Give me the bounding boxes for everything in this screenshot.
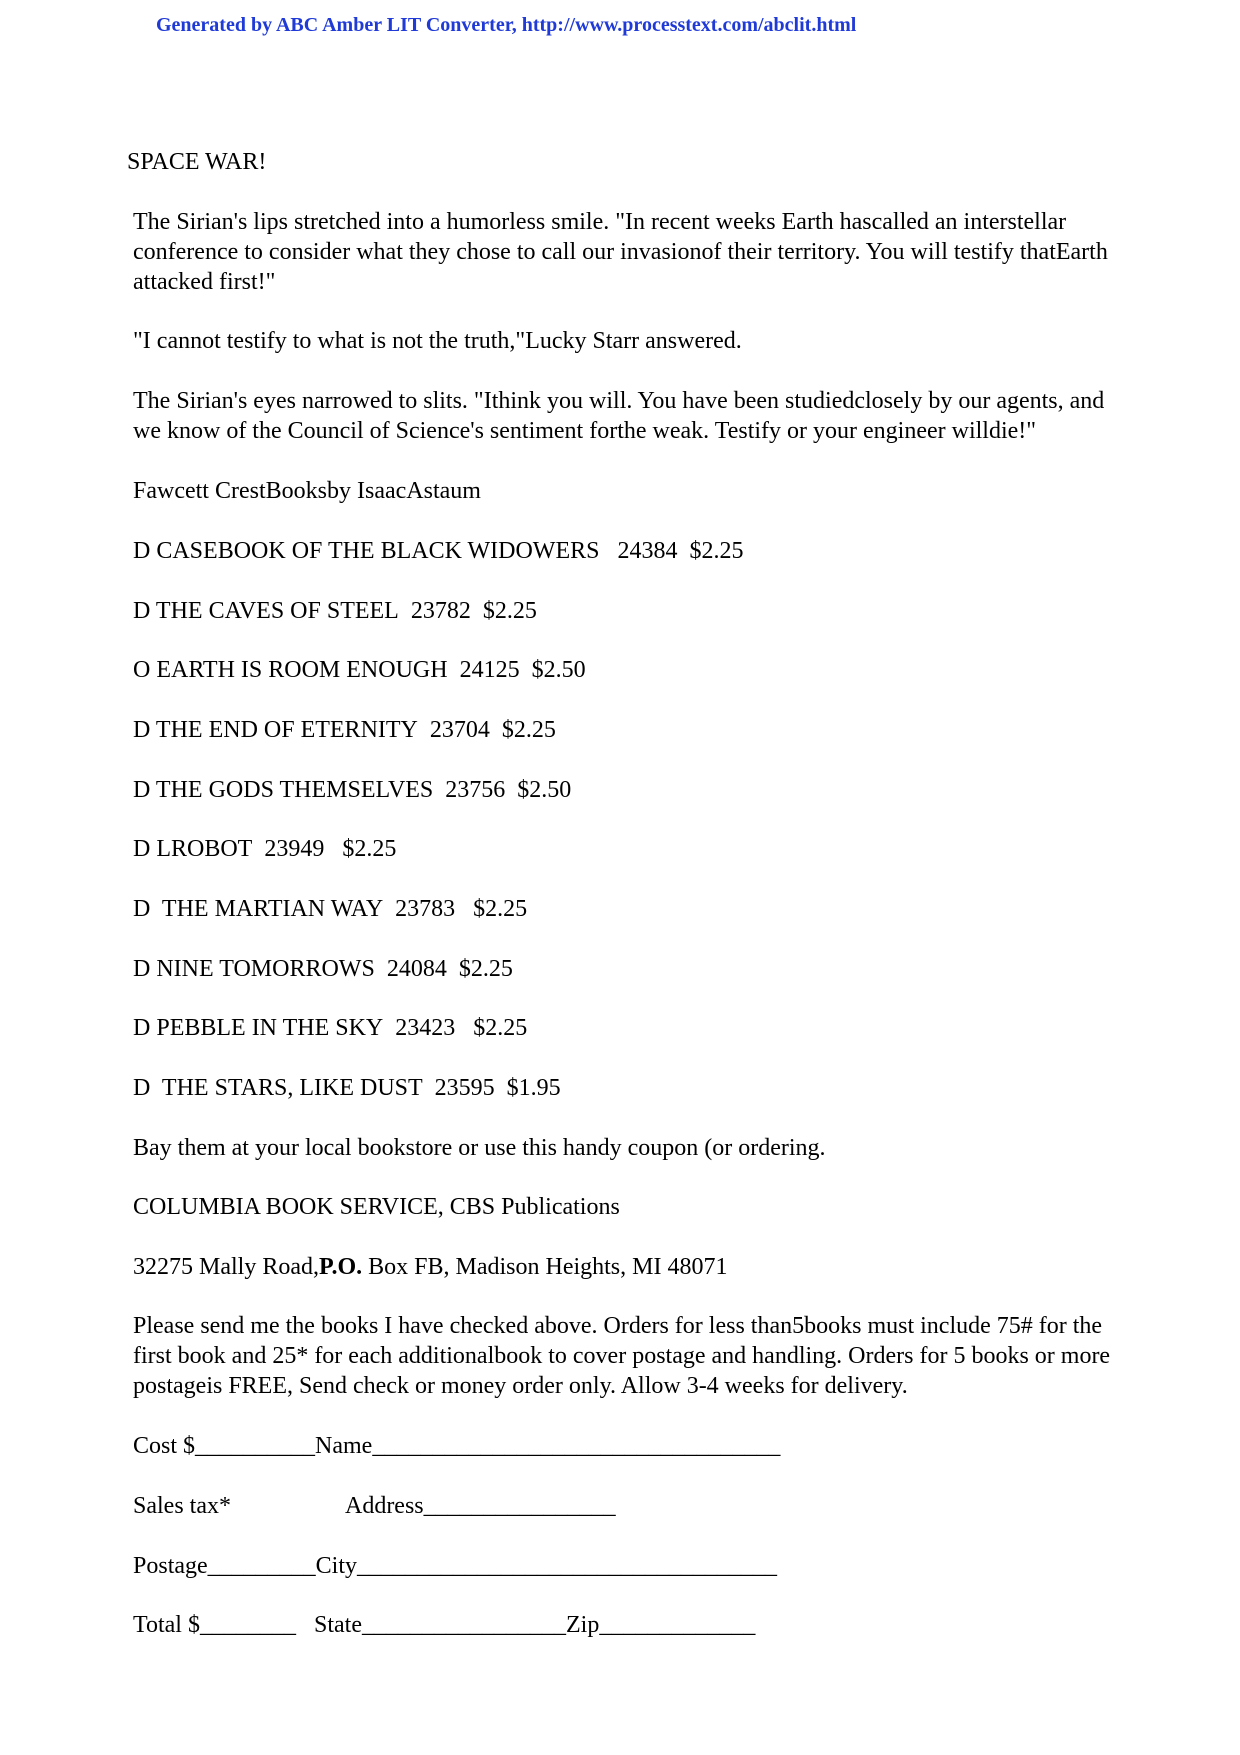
zip-field[interactable]: Zip_____________: [565, 1612, 756, 1638]
name-field[interactable]: Name__________________________________: [315, 1433, 781, 1459]
sales-tax-field[interactable]: Sales tax*: [133, 1493, 231, 1519]
book-mark: O: [133, 657, 151, 683]
postage-field[interactable]: Postage_________: [133, 1553, 316, 1579]
book-number: 23423: [395, 1015, 456, 1041]
book-price: $2.50: [517, 777, 572, 803]
book-price: $2.25: [458, 956, 513, 982]
address-po: P.O.: [319, 1254, 363, 1280]
book-title: THE MARTIAN WAY: [161, 896, 384, 922]
form-row-total: [127, 1610, 755, 1640]
book-price: $2.25: [482, 598, 537, 624]
book-item: [127, 596, 537, 626]
order-paragraph: Please send me the books I have checked above. Orders for less than5books must include 75# for the first book and 25* for each additionalbook to cover postage and handling. Orders for 5 books or more postageis FREE, Send check or money order only. Allow 3-4 weeks for delivery.: [133, 1313, 1111, 1399]
book-title: LROBOT: [156, 836, 253, 862]
book-price: $2.50: [531, 657, 586, 683]
book-item: [127, 536, 743, 566]
cost-field[interactable]: Cost $__________: [133, 1433, 316, 1459]
book-mark: D: [133, 836, 151, 862]
book-title: CASEBOOK OF THE BLACK WIDOWERS: [156, 538, 600, 564]
book-price: $2.25: [689, 538, 744, 564]
book-number: 23782: [410, 598, 471, 624]
book-price: $2.25: [473, 896, 528, 922]
books-heading: Fawcett CrestBooksby IsaacAstaum: [133, 478, 481, 504]
book-title: THE GODS THEMSELVES: [155, 777, 434, 803]
form-row-cost: [127, 1431, 780, 1461]
story-paragraph-2: "I cannot testify to what is not the truth,"Lucky Starr answered.: [133, 328, 742, 354]
book-title: NINE TOMORROWS: [156, 956, 375, 982]
book-item: [127, 775, 571, 805]
book-title: EARTH IS ROOM ENOUGH: [156, 657, 448, 683]
total-field[interactable]: Total $________: [133, 1612, 296, 1638]
book-title: THE CAVES OF STEEL: [155, 598, 399, 624]
book-number: 24125: [459, 657, 520, 683]
book-item: [127, 715, 556, 745]
book-number: 23704: [429, 717, 490, 743]
city-field[interactable]: City___________________________________: [315, 1553, 778, 1579]
book-mark: D: [133, 538, 151, 564]
service-name: COLUMBIA BOOK SERVICE, CBS Publications: [133, 1194, 620, 1220]
book-mark: D: [133, 598, 151, 624]
page-title: SPACE WAR!: [127, 149, 267, 175]
book-price: $2.25: [473, 1015, 528, 1041]
book-item: [127, 1073, 561, 1103]
book-title: PEBBLE IN THE SKY: [156, 1015, 384, 1041]
book-price: $2.25: [501, 717, 556, 743]
book-price: $1.95: [506, 1075, 561, 1101]
book-number: 23949: [264, 836, 325, 862]
book-item: [127, 894, 527, 924]
book-number: 23595: [434, 1075, 495, 1101]
service-address: [127, 1252, 727, 1282]
book-item: [127, 834, 396, 864]
book-mark: D: [133, 956, 151, 982]
buy-line: Bay them at your local bookstore or use this handy coupon (or ordering.: [133, 1135, 826, 1161]
book-title: THE STARS, LIKE DUST: [161, 1075, 423, 1101]
book-item: [127, 1013, 527, 1043]
book-number: 23756: [445, 777, 506, 803]
book-number: 24084: [386, 956, 447, 982]
book-item: [127, 954, 513, 984]
book-price: $2.25: [342, 836, 397, 862]
book-mark: D: [133, 896, 151, 922]
form-row-tax: [127, 1491, 616, 1521]
book-title: THE END OF ETERNITY: [155, 717, 418, 743]
address-street: 32275 Mally Road,: [133, 1254, 319, 1280]
book-mark: D: [133, 1075, 151, 1101]
story-paragraph-1: The Sirian's lips stretched into a humorless smile. "In recent weeks Earth hascalled an interstellar conference to consider what they chose to call our invasionof their territory. You will testify thatEarth attacked first!": [133, 209, 1108, 295]
converter-header: Generated by ABC Amber LIT Converter, http://www.processtext.com/abclit.html: [156, 14, 857, 36]
story-paragraph-3: The Sirian's eyes narrowed to slits. "Ithink you will. You have been studiedclosely by our agents, and we know of the Council of Science's sentiment forthe weak. Testify or your engineer willdie!": [133, 388, 1105, 444]
book-number: 24384: [617, 538, 678, 564]
book-mark: D: [133, 777, 151, 803]
form-row-postage: [127, 1551, 777, 1581]
book-mark: D: [133, 1015, 151, 1041]
address-field[interactable]: Address________________: [344, 1493, 616, 1519]
book-number: 23783: [395, 896, 456, 922]
state-field[interactable]: State_________________: [313, 1612, 566, 1638]
book-item: [127, 655, 586, 685]
book-mark: D: [133, 717, 151, 743]
address-rest: Box FB, Madison Heights, MI 48071: [362, 1254, 728, 1280]
